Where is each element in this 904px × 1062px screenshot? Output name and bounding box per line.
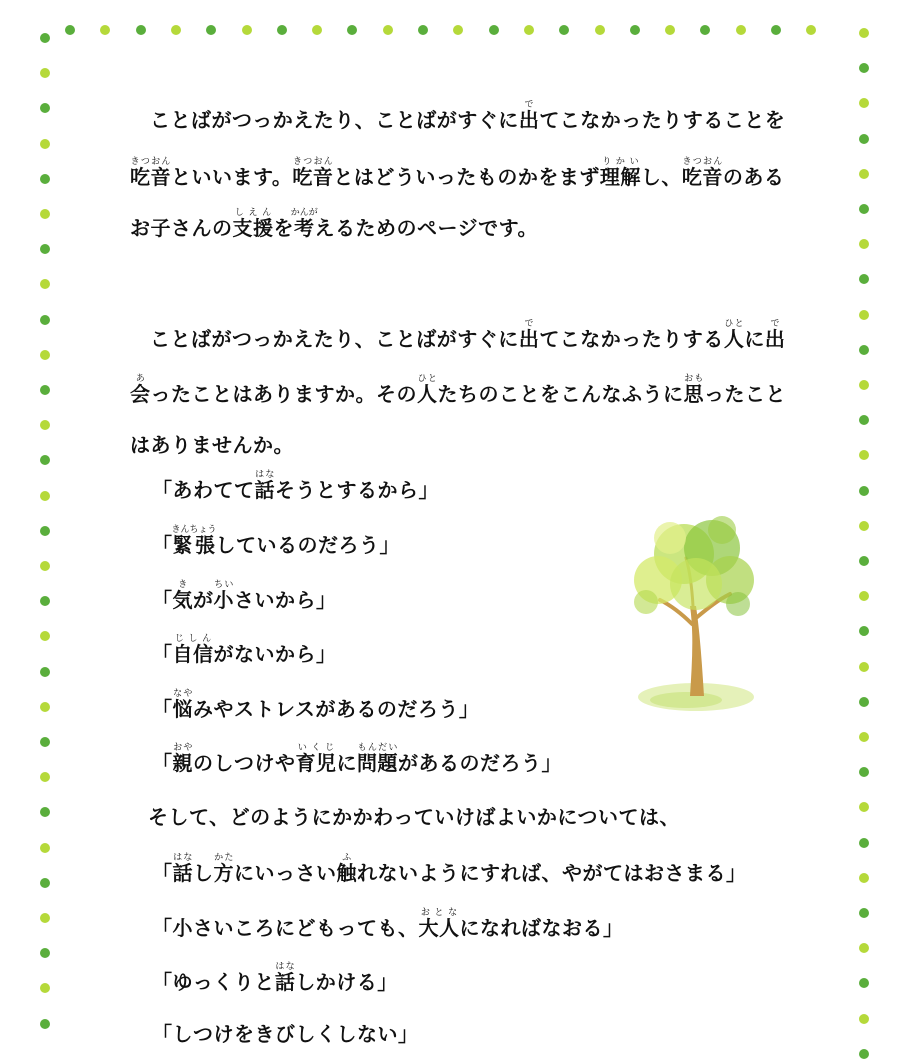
border-dot — [40, 596, 50, 606]
border-dot — [40, 737, 50, 747]
border-dot — [771, 25, 781, 35]
border-dot — [40, 455, 50, 465]
border-dot — [40, 948, 50, 958]
belief-3: 「気きが小ちいさいから」 — [152, 580, 337, 612]
border-dot — [40, 491, 50, 501]
belief-5: 「悩なやみやストレスがあるのだろう」 — [152, 689, 480, 721]
border-dot — [859, 1049, 869, 1059]
belief-2: 「緊張きんちょうしているのだろう」 — [152, 525, 401, 557]
tree-illustration — [626, 514, 760, 714]
border-dot — [595, 25, 605, 35]
border-dot — [524, 25, 534, 35]
border-dot — [242, 25, 252, 35]
border-dot — [40, 103, 50, 113]
border-dot — [859, 591, 869, 601]
border-dot — [40, 33, 50, 43]
belief-6: 「親おやのしつけや育児いくじに問題もんだいがあるのだろう」 — [152, 743, 562, 775]
border-dot — [859, 767, 869, 777]
border-dot — [65, 25, 75, 35]
border-dot — [40, 244, 50, 254]
border-dot — [40, 772, 50, 782]
transition-text: そして、どのようにかかわっていけばよいかについては、 — [148, 805, 680, 829]
border-dot — [859, 978, 869, 988]
border-dot — [736, 25, 746, 35]
border-dot — [859, 521, 869, 531]
border-dot — [859, 697, 869, 707]
belief-1: 「あわてて話はなそうとするから」 — [152, 470, 439, 502]
border-dot — [40, 843, 50, 853]
border-dot — [859, 873, 869, 883]
border-dot — [700, 25, 710, 35]
border-dot — [171, 25, 181, 35]
intro-paragraph-end: お子さんの支援しえんを考かんがえるためのページです。 — [130, 208, 538, 240]
border-dot — [630, 25, 640, 35]
border-dot — [453, 25, 463, 35]
question-paragraph-end: はありませんか。 — [130, 433, 294, 457]
border-dot — [489, 25, 499, 35]
question-paragraph-cont: 会あったことはありますか。その人ひとたちのことをこんなふうに思おもったこと — [130, 374, 786, 406]
intro-text: ことばがつっかえたり、ことばがすぐに出でてこなかったりすることを — [150, 100, 786, 132]
border-dot — [859, 486, 869, 496]
border-dot — [40, 279, 50, 289]
border-dot — [40, 526, 50, 536]
border-dot — [40, 420, 50, 430]
border-dot — [40, 983, 50, 993]
border-dot — [40, 209, 50, 219]
border-dot — [40, 174, 50, 184]
border-dot — [859, 626, 869, 636]
border-dot — [806, 25, 816, 35]
border-dot — [859, 63, 869, 73]
border-dot — [665, 25, 675, 35]
border-dot — [859, 415, 869, 425]
border-dot — [206, 25, 216, 35]
border-dot — [40, 1019, 50, 1029]
border-dot — [859, 380, 869, 390]
border-dot — [40, 913, 50, 923]
border-dot — [859, 908, 869, 918]
question-paragraph: ことばがつっかえたり、ことばがすぐに出でてこなかったりする人ひとに出で — [150, 319, 786, 351]
border-dot — [859, 943, 869, 953]
border-dot — [859, 169, 869, 179]
border-dot — [859, 274, 869, 284]
border-dot — [859, 1014, 869, 1024]
border-dot — [40, 315, 50, 325]
advice-4: 「しつけをきびしくしない」 — [152, 1022, 419, 1046]
border-dot — [859, 134, 869, 144]
border-dot — [859, 556, 869, 566]
border-dot — [40, 702, 50, 712]
border-dot — [40, 878, 50, 888]
border-dot — [136, 25, 146, 35]
border-dot — [859, 310, 869, 320]
border-dot — [859, 732, 869, 742]
border-dot — [859, 450, 869, 460]
border-dot — [559, 25, 569, 35]
border-dot — [859, 98, 869, 108]
border-dot — [859, 838, 869, 848]
intro-paragraph — [130, 92, 824, 149]
border-dot — [859, 239, 869, 249]
border-dot — [277, 25, 287, 35]
border-dot — [40, 68, 50, 78]
border-dot — [859, 28, 869, 38]
border-dot — [859, 345, 869, 355]
border-dot — [40, 385, 50, 395]
border-dot — [347, 25, 357, 35]
intro-paragraph-cont: 吃音きつおんといいます。吃音きつおんとはどういったものかをまず理解りかいし、吃音きつおんのある — [130, 157, 785, 189]
border-dot — [100, 25, 110, 35]
border-dot — [40, 350, 50, 360]
advice-1: 「話はなし方かたにいっさい触ふれないようにすれば、やがてはおさまる」 — [152, 853, 747, 885]
advice-3: 「ゆっくりと話はなしかける」 — [152, 962, 398, 994]
advice-2: 「小さいころにどもっても、大人おとなになればなおる」 — [152, 908, 624, 940]
border-dot — [312, 25, 322, 35]
border-dot — [40, 139, 50, 149]
border-dot — [383, 25, 393, 35]
border-dot — [40, 631, 50, 641]
border-dot — [40, 807, 50, 817]
border-dot — [40, 667, 50, 677]
border-dot — [40, 561, 50, 571]
border-dot — [859, 662, 869, 672]
belief-4: 「自信じしんがないから」 — [152, 634, 337, 666]
border-dot — [859, 204, 869, 214]
border-dot — [859, 802, 869, 812]
border-dot — [418, 25, 428, 35]
